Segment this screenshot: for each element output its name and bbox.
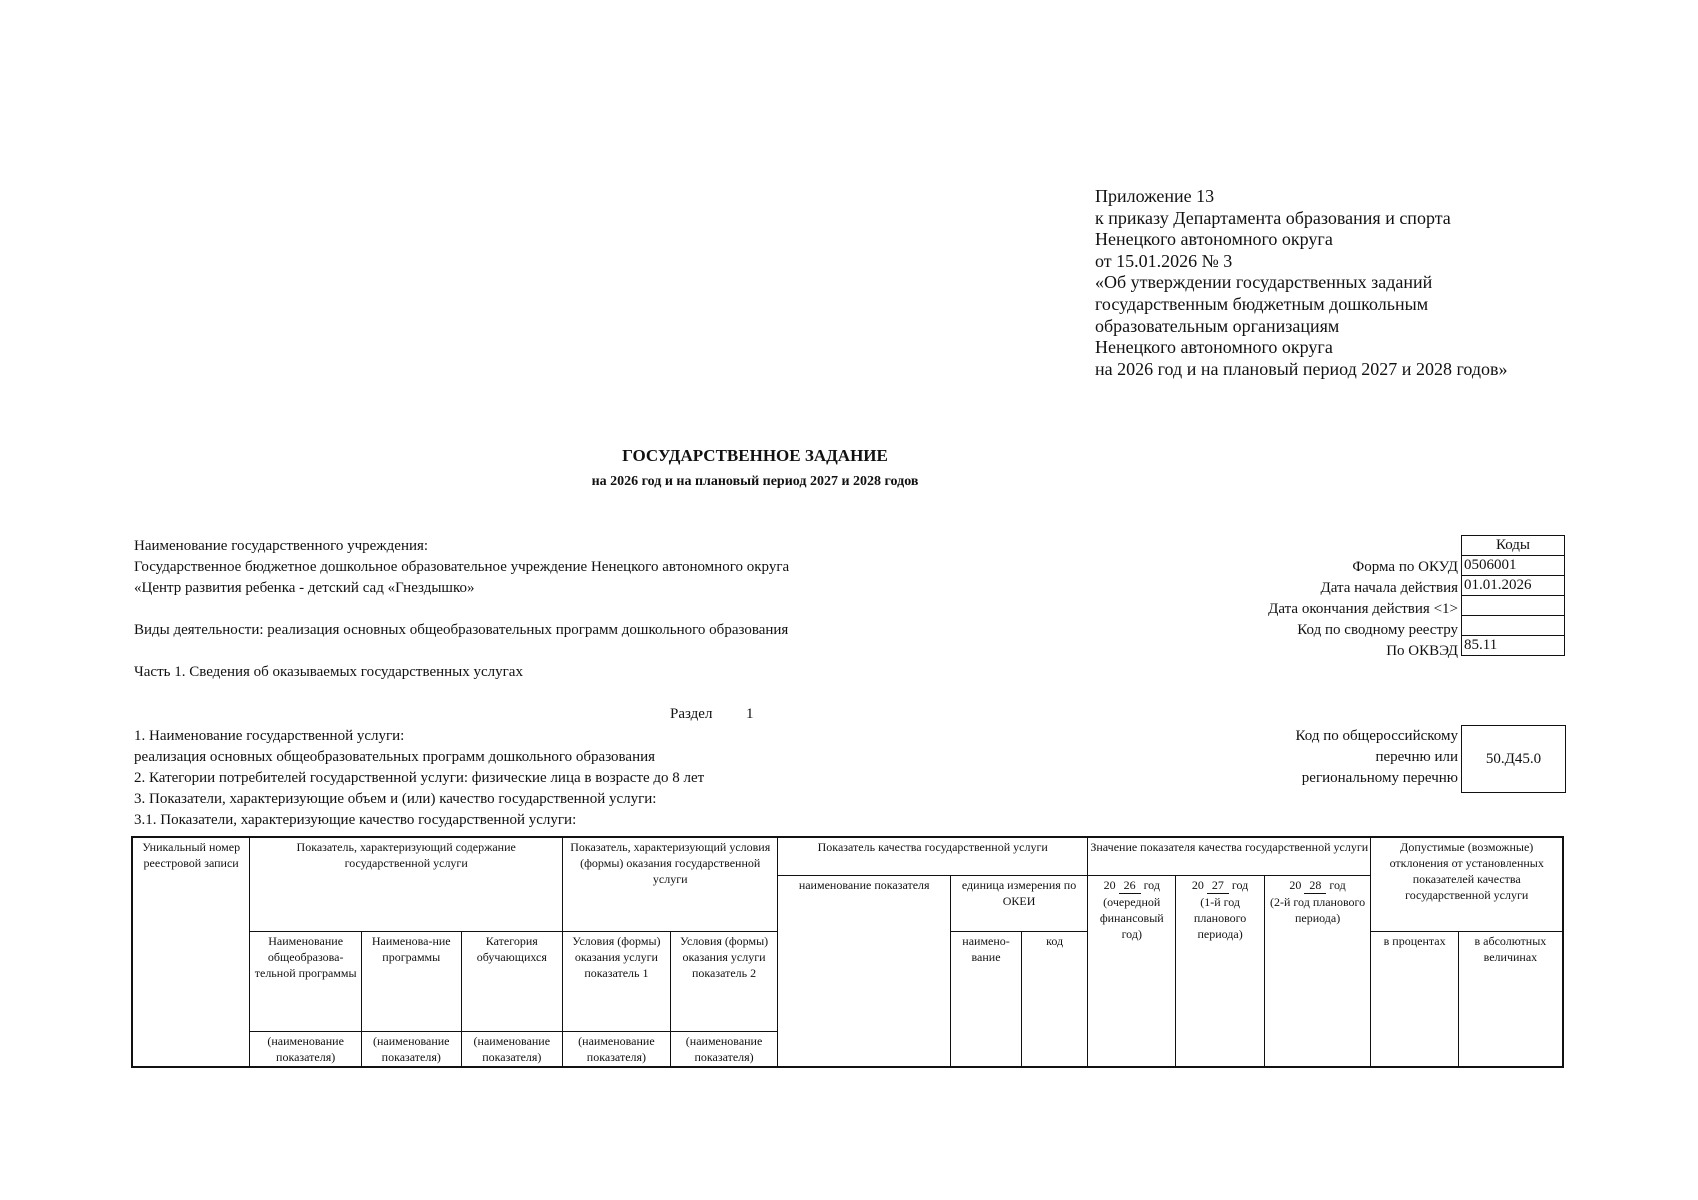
registry-code-label: Код по сводному реестру xyxy=(1297,622,1458,638)
year-suffix: год xyxy=(1231,877,1249,892)
year-prefix: 20 xyxy=(1191,877,1204,892)
header-quality-indicator: Показатель качества государственной услуги xyxy=(778,837,1088,875)
quality-indicators-table xyxy=(131,836,1564,1068)
appendix-line: Ненецкого автономного округа xyxy=(1095,229,1333,250)
end-date-value xyxy=(1462,596,1565,616)
indicator-name-note: (наименование показателя) xyxy=(362,1031,462,1067)
okud-value: 0506001 xyxy=(1462,556,1565,576)
col-condition-1: Условия (формы) оказания услуги показатель 1 xyxy=(563,931,671,1031)
col-unit-code: код xyxy=(1022,931,1088,1067)
header-indicator-value: Значение показателя качества государственной услуги xyxy=(1088,837,1371,875)
header-year-3 xyxy=(1264,875,1371,1067)
service-label: 1. Наименование государственной услуги: xyxy=(134,728,405,744)
document-title: ГОСУДАРСТВЕННОЕ ЗАДАНИЕ xyxy=(622,446,888,465)
year-2-value: 27 xyxy=(1207,877,1229,894)
end-date-label: Дата окончания действия <1> xyxy=(1268,601,1458,617)
year-suffix: год xyxy=(1329,877,1346,892)
part-line: Часть 1. Сведения об оказываемых государственных услугах xyxy=(134,664,523,680)
section-number: 1 xyxy=(746,706,754,722)
header-indicator-name: наименование показателя xyxy=(778,875,951,1067)
appendix-block xyxy=(1095,186,1508,380)
appendix-line: от 15.01.2026 № 3 xyxy=(1095,250,1233,271)
year-2-note: (1-й год планового периода) xyxy=(1193,894,1247,941)
list-code-value: 50.Д45.0 xyxy=(1485,750,1542,767)
year-prefix: 20 xyxy=(1289,877,1302,892)
appendix-line: образовательным организациям xyxy=(1095,315,1340,336)
list-code-label-2: перечню или xyxy=(1375,749,1458,765)
okved-value: 85.11 xyxy=(1462,636,1565,656)
list-code-label-1: Код по общероссийскому xyxy=(1295,728,1458,744)
codes-header: Коды xyxy=(1462,536,1565,556)
activity-line: Виды деятельности: реализация основных общеобразовательных программ дошкольного образования xyxy=(134,622,789,638)
institution-name-line2: «Центр развития ребенка - детский сад «Гнездышко» xyxy=(134,580,475,596)
appendix-line: к приказу Департамента образования и спорта xyxy=(1095,207,1451,228)
col-absolute: в абсолютных величинах xyxy=(1458,931,1563,1067)
section-label: Раздел xyxy=(670,706,713,722)
col-unit-name: наимено-вание xyxy=(951,931,1022,1067)
year-prefix: 20 xyxy=(1103,877,1116,892)
institution-name-line1: Государственное бюджетное дошкольное образовательное учреждение Ненецкого автономного округа xyxy=(134,559,790,575)
appendix-line: Приложение 13 xyxy=(1095,186,1215,206)
list-code-box xyxy=(1461,725,1566,793)
institution-label: Наименование государственного учреждения: xyxy=(134,538,429,554)
col-condition-2: Условия (формы) оказания услуги показатель 2 xyxy=(670,931,778,1031)
year-1-note: (очередной финансовый год) xyxy=(1099,894,1164,941)
registry-code-value xyxy=(1462,616,1565,636)
header-deviation: Допустимые (возможные) отклонения от установленных показателей качества государственной услуги xyxy=(1371,837,1563,931)
okud-label: Форма по ОКУД xyxy=(1352,559,1458,575)
col-program: Наименова-ние программы xyxy=(362,931,462,1031)
indicator-name-note: (наименование показателя) xyxy=(250,1031,362,1067)
list-code-label-3: региональному перечню xyxy=(1301,770,1458,786)
col-category: Категория обучающихся xyxy=(461,931,563,1031)
col-program-name: Наименование общеобразова-тельной программы xyxy=(250,931,362,1031)
appendix-line: на 2026 год и на плановый период 2027 и 2028 годов» xyxy=(1095,358,1508,379)
consumer-categories: 2. Категории потребителей государственной услуги: физические лица в возрасте до 8 лет xyxy=(134,770,705,786)
indicator-name-note: (наименование показателя) xyxy=(670,1031,778,1067)
year-1-value: 26 xyxy=(1119,877,1141,894)
indicator-name-note: (наименование показателя) xyxy=(563,1031,671,1067)
indicator-name-note: (наименование показателя) xyxy=(461,1031,563,1067)
header-conditions-indicator: Показатель, характеризующий условия (формы) оказания государственной услуги xyxy=(563,837,778,931)
start-date-value: 01.01.2026 xyxy=(1462,576,1565,596)
header-unit-okei: единица измерения по ОКЕИ xyxy=(951,875,1088,931)
year-suffix: год xyxy=(1143,877,1160,892)
col-percent: в процентах xyxy=(1371,931,1458,1067)
service-name: реализация основных общеобразовательных программ дошкольного образования xyxy=(134,749,656,765)
okved-label: По ОКВЭД xyxy=(1386,643,1458,659)
header-year-2 xyxy=(1176,875,1264,1067)
appendix-line: «Об утверждении государственных заданий xyxy=(1095,272,1433,293)
appendix-line: Ненецкого автономного округа xyxy=(1095,337,1333,358)
year-3-note: (2-й год планового периода) xyxy=(1270,894,1366,925)
codes-table xyxy=(1461,535,1565,656)
start-date-label: Дата начала действия xyxy=(1320,580,1458,596)
indicators-line: 3. Показатели, характеризующие объем и (или) качество государственной услуги: xyxy=(134,791,657,807)
header-unique-number: Уникальный номер реестровой записи xyxy=(132,837,250,1067)
year-3-value: 28 xyxy=(1304,877,1326,894)
appendix-line: государственным бюджетным дошкольным xyxy=(1095,293,1429,314)
quality-line: 3.1. Показатели, характеризующие качество государственной услуги: xyxy=(134,812,577,828)
header-content-indicator: Показатель, характеризующий содержание государственной услуги xyxy=(250,837,563,931)
document-subtitle: на 2026 год и на плановый период 2027 и 2028 годов xyxy=(591,474,919,489)
header-year-1 xyxy=(1088,875,1176,1067)
